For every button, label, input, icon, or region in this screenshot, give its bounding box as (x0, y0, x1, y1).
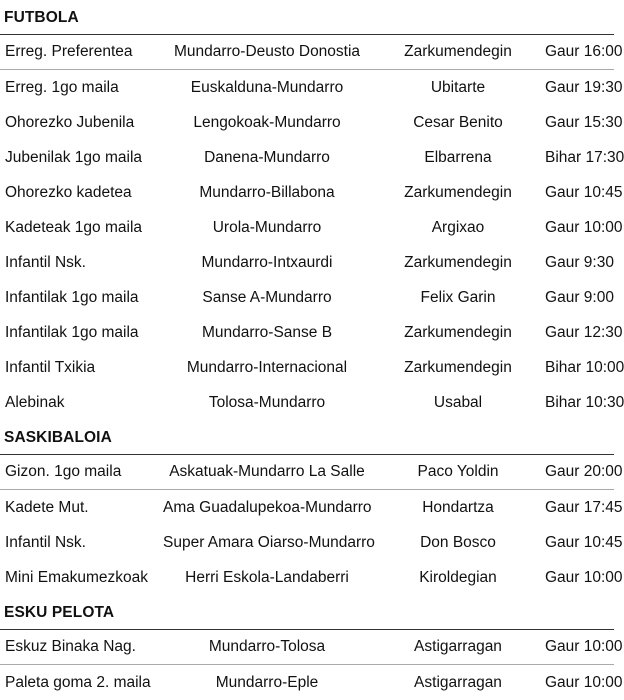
table-row (0, 140, 624, 175)
match-cell: Mundarro-Billabona (199, 183, 335, 201)
time-cell: Bihar 10:30 (545, 393, 624, 411)
category-cell: Infantilak 1go maila (5, 323, 139, 341)
table-row (0, 245, 614, 280)
time-cell: Gaur 10:45 (545, 183, 623, 201)
category-cell: Infantil Nsk. (5, 253, 86, 271)
category-cell: Eskuz Binaka Nag. (5, 638, 136, 655)
match-cell: Lengokoak-Mundarro (193, 113, 341, 131)
table-row (0, 665, 623, 700)
venue-cell: Hondartza (422, 498, 494, 516)
table-row (0, 525, 623, 560)
table-row (0, 455, 623, 490)
category-cell: Infantilak 1go maila (5, 288, 139, 306)
category-cell: Gizon. 1go maila (5, 463, 122, 480)
match-cell: Euskalduna-Mundarro (190, 78, 344, 96)
match-cell: Tolosa-Mundarro (208, 393, 326, 411)
section-title: ESKU PELOTA (0, 595, 614, 630)
category-cell: Infantil Nsk. (5, 533, 86, 551)
time-cell: Gaur 10:00 (545, 568, 623, 586)
time-cell: Gaur 12:30 (545, 323, 623, 341)
time-cell: Gaur 10:00 (545, 673, 623, 691)
table-row (0, 315, 623, 350)
venue-cell: Argixao (431, 218, 485, 236)
match-cell: Ama Guadalupekoa-Mundarro (163, 498, 372, 516)
table-row (0, 560, 623, 595)
category-cell: Kadete Mut. (5, 498, 89, 516)
time-cell: Bihar 17:30 (545, 148, 624, 166)
section-saskibaloia (0, 420, 623, 595)
match-cell: Mundarro-Sanse B (201, 323, 333, 341)
table-row (0, 280, 614, 315)
section-title: FUTBOLA (0, 0, 614, 35)
match-cell: Mundarro-Eple (215, 673, 319, 691)
category-cell: Ohorezko kadetea (5, 183, 132, 201)
table-row (0, 35, 623, 70)
table-row (0, 630, 623, 665)
time-cell: Gaur 20:00 (545, 463, 623, 480)
category-cell: Erreg. 1go maila (5, 78, 119, 96)
section-esku-pelota (0, 595, 623, 700)
table-row (0, 350, 624, 385)
venue-cell: Usabal (433, 393, 483, 411)
table-row (0, 70, 623, 105)
match-cell: Askatuak-Mundarro La Salle (169, 463, 365, 480)
table-row (0, 490, 623, 525)
time-cell: Gaur 17:45 (545, 498, 623, 516)
time-cell: Gaur 9:00 (545, 288, 614, 306)
venue-cell: Zarkumendegin (404, 323, 512, 341)
time-cell: Gaur 10:45 (545, 533, 623, 551)
venue-cell: Astigarragan (414, 673, 502, 691)
match-cell: Danena-Mundarro (204, 148, 330, 166)
table-row (0, 210, 623, 245)
time-cell: Gaur 10:00 (545, 218, 623, 236)
venue-cell: Zarkumendegin (404, 358, 512, 376)
match-cell: Mundarro-Internacional (186, 358, 348, 376)
section-title: SASKIBALOIA (0, 420, 614, 455)
match-cell: Super Amara Oiarso-Mundarro (163, 533, 375, 551)
venue-cell: Astigarragan (414, 638, 502, 655)
category-cell: Alebinak (5, 393, 65, 411)
match-cell: Mundarro-Deusto Donostia (173, 43, 361, 60)
venue-cell: Kiroldegian (419, 568, 497, 586)
time-cell: Bihar 10:00 (545, 358, 624, 376)
venue-cell: Cesar Benito (413, 113, 503, 131)
match-cell: Herri Eskola-Landaberri (185, 568, 349, 586)
category-cell: Jubenilak 1go maila (5, 148, 143, 166)
venue-cell: Ubitarte (430, 78, 486, 96)
match-cell: Urola-Mundarro (212, 218, 322, 236)
match-cell: Sanse A-Mundarro (202, 288, 332, 306)
venue-cell: Zarkumendegin (404, 253, 512, 271)
table-row (0, 385, 624, 420)
venue-cell: Felix Garin (420, 288, 496, 306)
match-cell: Mundarro-Intxaurdi (201, 253, 333, 271)
category-cell: Erreg. Preferentea (5, 43, 133, 60)
category-cell: Mini Emakumezkoak (5, 568, 148, 586)
time-cell: Gaur 15:30 (545, 113, 623, 131)
category-cell: Infantil Txikia (5, 358, 96, 376)
match-cell: Mundarro-Tolosa (208, 638, 326, 655)
venue-cell: Zarkumendegin (404, 183, 512, 201)
venue-cell: Paco Yoldin (417, 463, 499, 480)
venue-cell: Don Bosco (420, 533, 496, 551)
time-cell: Gaur 9:30 (545, 253, 614, 271)
venue-cell: Zarkumendegin (404, 43, 512, 60)
category-cell: Kadeteak 1go maila (5, 218, 143, 236)
table-row (0, 105, 623, 140)
category-cell: Ohorezko Jubenila (5, 113, 135, 131)
category-cell: Paleta goma 2. maila (5, 673, 151, 691)
time-cell: Gaur 10:00 (545, 638, 623, 655)
time-cell: Gaur 19:30 (545, 78, 623, 96)
time-cell: Gaur 16:00 (545, 43, 623, 60)
table-row (0, 175, 623, 210)
venue-cell: Elbarrena (424, 148, 492, 166)
